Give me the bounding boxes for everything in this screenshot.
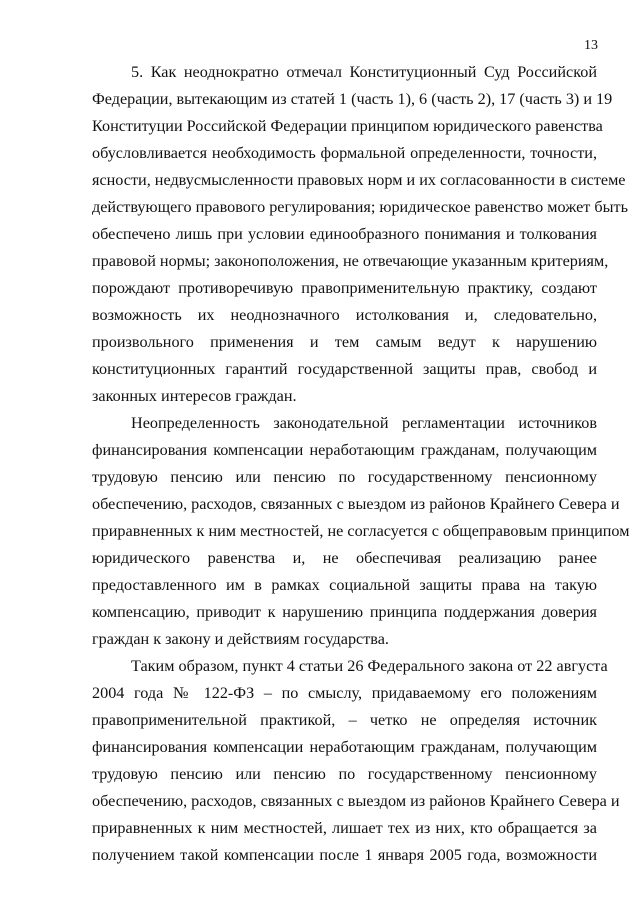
text-line: приравненных к ним местностей, лишает тех из них, кто обращается за <box>92 819 597 837</box>
text-line: Конституции Российской Федерации принципом юридического равенства <box>92 117 603 135</box>
text-line: приравненных к ним местностей, не согласуется с общеправовым принципом <box>92 522 630 540</box>
text-line: правовой нормы; законоположения, не отвечающие указанным критериям, <box>92 252 609 270</box>
text-line: обеспечению, расходов, связанных с выездом из районов Крайнего Севера и <box>92 495 620 513</box>
page-number: 13 <box>584 38 598 53</box>
text-line: юридического равенства и, не обеспечивая реализацию ранее <box>92 549 597 567</box>
text-line: обеспечению, расходов, связанных с выездом из районов Крайнего Севера и <box>92 792 620 810</box>
text-line: действующего правового регулирования; юридическое равенство может быть <box>92 198 628 216</box>
text-line: трудовую пенсию или пенсию по государственному пенсионному <box>92 765 597 783</box>
text-line: порождают противоречивую правоприменительную практику, создают <box>92 279 597 297</box>
text-line: правоприменительной практикой, – четко не определяя источник <box>92 711 597 729</box>
text-line: произвольного применения и тем самым ведут к нарушению <box>92 333 597 351</box>
text-line: Неопределенность законодательной регламентации источников <box>131 414 597 432</box>
text-line: Таким образом, пункт 4 статьи 26 Федерального закона от 22 августа <box>131 657 608 675</box>
text-line: конституционных гарантий государственной защиты прав, свобод и <box>92 360 597 378</box>
text-line: финансирования компенсации неработающим гражданам, получающим <box>92 738 597 756</box>
text-line: финансирования компенсации неработающим гражданам, получающим <box>92 441 597 459</box>
text-line: 5. Как неоднократно отмечал Конституционный Суд Российской <box>131 63 597 81</box>
text-line: Федерации, вытекающим из статей 1 (часть 1), 6 (часть 2), 17 (часть 3) и 19 <box>92 90 613 108</box>
text-line: возможность их неоднозначного истолкования и, следовательно, <box>92 306 597 324</box>
text-line: компенсацию, приводит к нарушению принципа поддержания доверия <box>92 603 597 621</box>
text-line: законных интересов граждан. <box>92 387 297 405</box>
text-line: ясности, недвусмысленности правовых норм и их согласованности в системе <box>92 171 626 189</box>
text-line: граждан к закону и действиям государства. <box>92 630 389 648</box>
text-line: предоставленного им в рамках социальной защиты права на такую <box>92 576 597 594</box>
text-line: обеспечено лишь при условии единообразного понимания и толкования <box>92 225 597 243</box>
text-line: получением такой компенсации после 1 января 2005 года, возможности <box>92 846 597 864</box>
text-line: 2004 года № 122-ФЗ – по смыслу, придаваемому его положениям <box>92 684 597 702</box>
text-line: трудовую пенсию или пенсию по государственному пенсионному <box>92 468 597 486</box>
text-line: обусловливается необходимость формальной определенности, точности, <box>92 144 597 162</box>
